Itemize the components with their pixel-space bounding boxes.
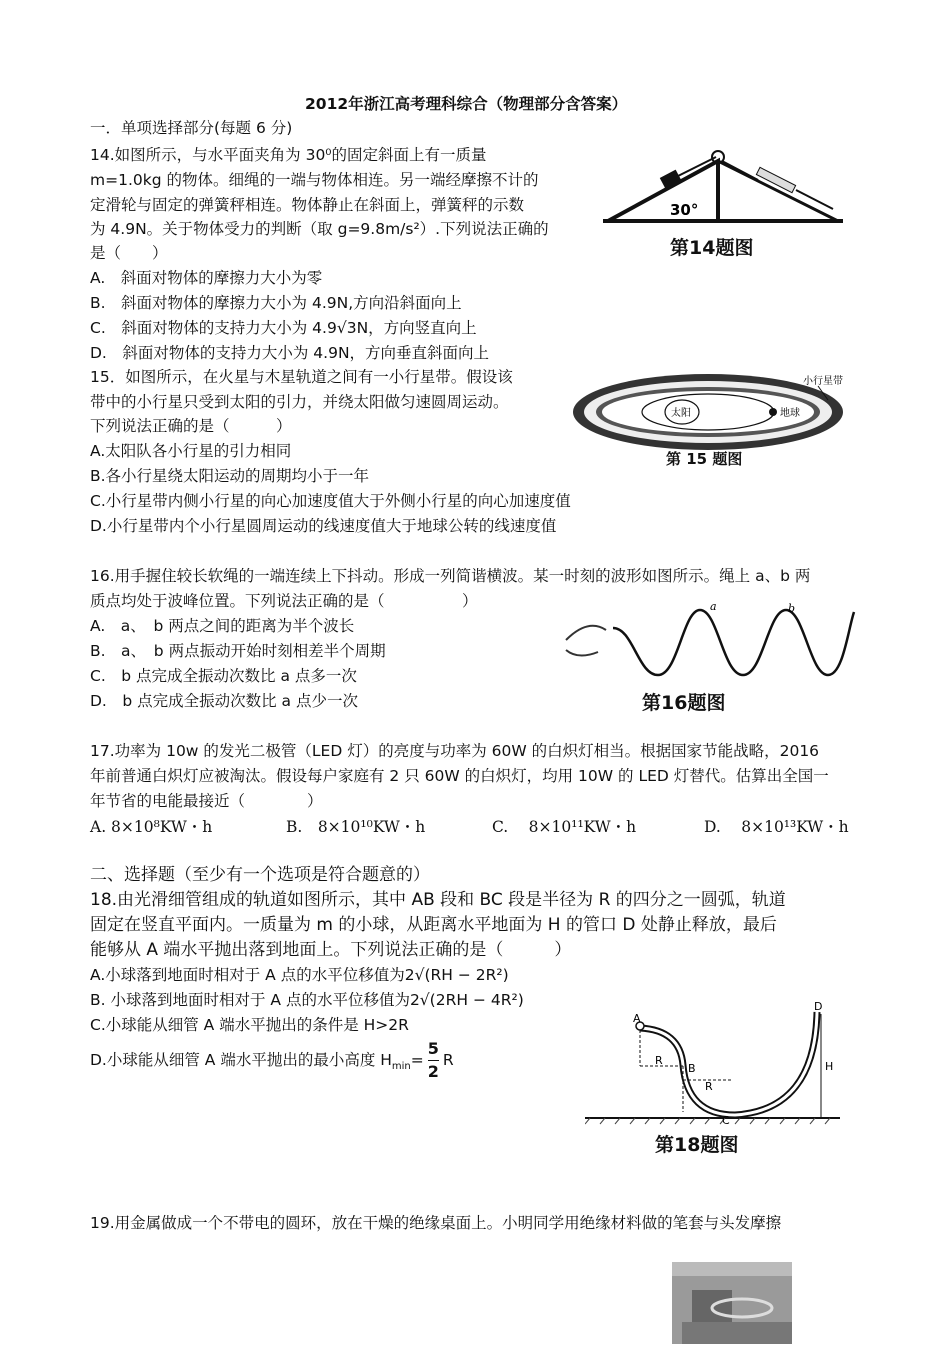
q19-photo [672,1262,792,1344]
radius-label: R [705,1080,713,1093]
q15-option-b: B.各小行星绕太阳运动的周期均小于一年 [90,467,370,485]
q15-option-c: C.小行星带内侧小行星的向心加速度值大于外侧小行星的向心加速度值 [90,492,571,510]
sun-label: 太阳 [671,408,691,419]
q16-line: 16.用手握住较长软绳的一端连续上下抖动。形成一列简谐横波。某一时刻的波形如图所示。绳上 a、b 两 [90,567,811,585]
q17-line: 17.功率为 10w 的发光二极管（LED 灯）的亮度与功率为 60W 的白炽灯相当。根据国家节能战略，2016 [90,742,820,760]
height-label: H [825,1060,834,1073]
q15-line: 15．如图所示，在火星与木星轨道之间有一小行星带。假设该 [90,368,513,386]
q15-line: 带中的小行星只受到太阳的引力，并绕太阳做匀速圆周运动。 [90,393,509,411]
q18-option-a: A.小球落到地面时相对于 A 点的水平位移值为2√(RH − 2R²) [90,966,509,984]
q14-option-a: A. 斜面对物体的摩擦力大小为零 [90,269,323,287]
q14-option-b: B. 斜面对物体的摩擦力大小为 4.9N,方向沿斜面向上 [90,294,462,312]
earth-label: 地球 [780,408,800,419]
point-a-label: a [710,600,717,613]
q18-figure [585,1000,845,1165]
fraction [428,1038,439,1083]
q19-line: 19.用金属做成一个不带电的圆环，放在干燥的绝缘桌面上。小明同学用绝缘材料做的笔套与头发摩擦 [90,1214,782,1232]
q15-option-d: D.小行星带内个小行星圆周运动的线速度值大于地球公转的线速度值 [90,517,557,535]
q16-option-d: D. b 点完成全振动次数比 a 点少一次 [90,692,358,710]
point-C-label: C [722,1114,730,1127]
angle-label: 30° [670,201,699,219]
q19-figure [672,1262,792,1344]
q14-option-d: D. 斜面对物体的支持力大小为 4.9N，方向垂直斜面向上 [90,344,490,362]
q14-figure [598,143,848,263]
hand-icon [566,626,606,656]
q18-option-d-unit: R [442,1051,454,1069]
q15-option-a: A.太阳队各小行星的引力相同 [90,442,292,460]
q16-option-c: C. b 点完成全振动次数比 a 点多一次 [90,667,357,685]
q14-option-c: C. 斜面对物体的支持力大小为 4.9√3N，方向竖直向上 [90,319,477,337]
radius-label: R [655,1054,663,1067]
point-B-label: B [688,1062,696,1075]
point-D-label: D [814,1000,823,1013]
q15-figure [570,362,855,472]
q17-option-b: B. 8×10¹⁰KW・h [286,818,426,836]
point-A-label: A [633,1012,641,1025]
q18-option-c: C.小球能从细管 A 端水平抛出的条件是 H>2R [90,1016,409,1034]
q14-line: 为 4.9N。关于物体受力的判断（取 g=9.8m/s²）.下列说法正确的 [90,220,549,238]
q18-line: 18.由光滑细管组成的轨道如图所示，其中 AB 段和 BC 段是半径为 R 的四分之一圆弧，轨道 [90,890,786,910]
wave-line [613,610,854,675]
q14-caption: 第14题图 [670,237,754,259]
fraction-numerator: 5 [428,1038,439,1061]
q18-line: 固定在竖直平面内。一质量为 m 的小球，从距离水平地面为 H 的管口 D 处静止释放，最后 [90,915,777,935]
q16-option-b: B. a、 b 两点振动开始时刻相差半个周期 [90,642,386,660]
q18-option-d-eq: = [410,1051,424,1069]
q16-figure [558,600,858,715]
fraction-denominator: 2 [427,1062,439,1081]
point-b-label: b [788,602,796,615]
belt-label: 小行星带 [803,376,843,387]
q14-line: m=1.0kg 的物体。细绳的一端与物体相连。另一端经摩擦不计的 [90,171,539,189]
q18-option-d [90,1038,454,1083]
q17-option-c: C. 8×10¹¹KW・h [492,818,637,836]
q18-line: 能够从 A 端水平抛出落到地面上。下列说法正确的是（ ） [90,940,572,960]
q18-option-d-text: D.小球能从细管 A 端水平抛出的最小高度 H [90,1051,392,1069]
earth-icon [769,408,777,416]
q14-line: 14.如图所示，与水平面夹角为 30⁰的固定斜面上有一质量 [90,146,487,164]
q17-option-d: D. 8×10¹³KW・h [704,818,849,836]
q14-line: 是（ ） [90,244,168,262]
q16-line: 质点均处于波峰位置。下列说法正确的是（ ） [90,592,478,610]
q18-option-b: B. 小球落到地面时相对于 A 点的水平位移值为2√(2RH − 4R²) [90,991,524,1009]
section-1-heading: 一．单项选择部分(每题 6 分) [90,119,293,137]
q14-line: 定滑轮与固定的弹簧秤相连。物体静止在斜面上，弹簧秤的示数 [90,196,525,214]
block-icon [660,170,682,191]
q17-line: 年节省的电能最接近（ ） [90,792,323,810]
q17-line: 年前普通白炽灯应被淘汰。假设每户家庭有 2 只 60W 的白炽灯，均用 10W 的 LED 灯替代。估算出全国一 [90,767,829,785]
q16-caption: 第16题图 [642,692,726,714]
q17-option-a: A. 8×10⁸KW・h [90,818,213,836]
q16-option-a: A. a、 b 两点之间的距离为半个波长 [90,617,355,635]
q15-caption: 第 15 题图 [666,450,743,468]
q18-caption: 第18题图 [655,1134,739,1156]
q15-line: 下列说法正确的是（ ） [90,417,292,435]
section-2-heading: 二、选择题（至少有一个选项是符合题意的） [90,865,430,885]
q18-option-d-sub: min [391,1061,411,1073]
page-title: 2012年浙江高考理科综合（物理部分含答案） [305,95,628,113]
